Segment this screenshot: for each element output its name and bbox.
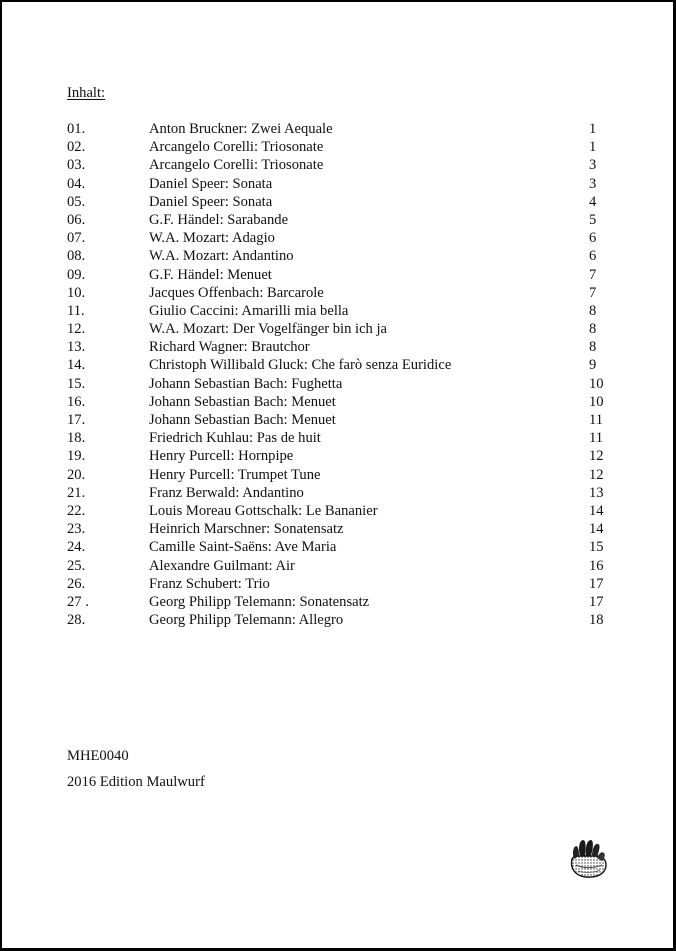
entry-page-number: 3 [589, 157, 597, 174]
entry-title: Camille Saint-Saëns: Ave Maria [149, 539, 337, 556]
entry-title: Franz Berwald: Andantino [149, 484, 304, 501]
entry-number: 05. [67, 193, 86, 210]
entry-page-number: 12 [589, 448, 604, 465]
entry-page-number: 17 [589, 575, 604, 592]
entry-number: 20. [67, 466, 86, 483]
entry-title: Georg Philipp Telemann: Sonatensatz [149, 593, 370, 610]
toc-entry [67, 393, 627, 411]
entry-page-number: 1 [589, 139, 597, 156]
toc-entry [67, 266, 627, 284]
entry-title: Johann Sebastian Bach: Menuet [149, 393, 336, 410]
entry-number: 22. [67, 502, 86, 519]
entry-number: 13. [67, 339, 86, 356]
entry-page-number: 18 [589, 612, 604, 629]
entry-title: Louis Moreau Gottschalk: Le Bananier [149, 502, 378, 519]
entry-title: Richard Wagner: Brautchor [149, 339, 310, 356]
entry-page-number: 8 [589, 339, 597, 356]
entry-title: G.F. Händel: Menuet [149, 266, 272, 283]
entry-title: W.A. Mozart: Adagio [149, 230, 275, 247]
toc-entry [67, 575, 627, 593]
toc-entry [67, 229, 627, 247]
entry-page-number: 14 [589, 502, 604, 519]
toc-entry [67, 120, 627, 138]
entry-number: 21. [67, 484, 86, 501]
entry-number: 23. [67, 521, 86, 538]
entry-title: Georg Philipp Telemann: Allegro [149, 612, 344, 629]
entry-title: Jacques Offenbach: Barcarole [149, 284, 324, 301]
entry-title: Johann Sebastian Bach: Fughetta [149, 375, 343, 392]
toc-entry [67, 429, 627, 447]
entry-page-number: 13 [589, 484, 604, 501]
toc-entry [67, 302, 627, 320]
entry-title: Heinrich Marschner: Sonatensatz [149, 521, 344, 538]
entry-number: 28. [67, 612, 86, 629]
entry-page-number: 16 [589, 557, 604, 574]
entry-page-number: 8 [589, 321, 597, 338]
entry-title: Christoph Willibald Gluck: Che farò senza Euridice [149, 357, 452, 374]
toc-entry [67, 557, 627, 575]
toc-heading: Inhalt: [67, 85, 106, 101]
toc-entry [67, 611, 627, 629]
entry-page-number: 6 [589, 230, 597, 247]
entry-number: 10. [67, 284, 86, 301]
toc-entry [67, 320, 627, 338]
entry-title: Arcangelo Corelli: Triosonate [149, 157, 324, 174]
entry-title: Franz Schubert: Trio [149, 575, 270, 592]
entry-title: Johann Sebastian Bach: Menuet [149, 412, 336, 428]
entry-title: W.A. Mozart: Andantino [149, 248, 294, 265]
toc-entry [67, 484, 627, 502]
entry-number: 09. [67, 266, 86, 283]
toc-entry [67, 338, 627, 356]
entry-page-number: 10 [589, 393, 604, 410]
entry-number: 27 . [67, 593, 89, 610]
entry-page-number: 3 [589, 175, 597, 192]
entry-title: Henry Purcell: Trumpet Tune [149, 466, 321, 483]
toc-entry [67, 211, 627, 229]
entry-page-number: 8 [589, 302, 597, 319]
entry-page-number: 14 [589, 521, 604, 538]
entry-number: 08. [67, 248, 86, 265]
toc-entry [67, 138, 627, 156]
entry-number: 15. [67, 375, 86, 392]
toc-entry [67, 375, 627, 393]
toc-entry [67, 193, 627, 211]
toc-entry [67, 520, 627, 538]
catalog-code: MHE0040 [67, 748, 129, 764]
entry-page-number: 7 [589, 284, 597, 301]
entry-number: 24. [67, 539, 86, 556]
toc-entry [67, 247, 627, 265]
entry-number: 12. [67, 321, 86, 338]
entry-title: Giulio Caccini: Amarilli mia bella [149, 302, 349, 319]
entry-page-number: 17 [589, 593, 604, 610]
entry-title: Alexandre Guilmant: Air [149, 557, 295, 574]
entry-number: 11. [67, 302, 85, 319]
entry-number: 26. [67, 575, 86, 592]
entry-page-number: 6 [589, 248, 597, 265]
table-of-contents [67, 120, 627, 629]
entry-page-number: 12 [589, 466, 604, 483]
entry-number: 18. [67, 430, 86, 447]
entry-page-number: 9 [589, 357, 597, 374]
entry-title: G.F. Händel: Sarabande [149, 211, 289, 228]
entry-number: 02. [67, 139, 86, 156]
entry-number: 17. [67, 412, 86, 428]
mole-paw-icon [566, 835, 612, 881]
entry-title: Daniel Speer: Sonata [149, 175, 273, 192]
toc-entry [67, 593, 627, 611]
entry-number: 03. [67, 157, 86, 174]
entry-title: Friedrich Kuhlau: Pas de huit [149, 430, 321, 447]
entry-page-number: 7 [589, 266, 597, 283]
entry-number: 25. [67, 557, 86, 574]
entry-page-number: 11 [589, 430, 604, 447]
entry-number: 16. [67, 393, 86, 410]
imprint: 2016 Edition Maulwurf [67, 774, 205, 790]
toc-entry [67, 156, 627, 174]
entry-number: 19. [67, 448, 86, 465]
toc-entry [67, 502, 627, 520]
toc-entry [67, 284, 627, 302]
toc-entry [67, 538, 627, 556]
entry-page-number: 10 [589, 375, 604, 392]
toc-entry [67, 466, 627, 484]
entry-number: 07. [67, 230, 86, 247]
entry-title: Henry Purcell: Hornpipe [149, 448, 294, 465]
entry-title: W.A. Mozart: Der Vogelfänger bin ich ja [149, 321, 388, 338]
entry-title: Daniel Speer: Sonata [149, 193, 273, 210]
toc-entry [67, 447, 627, 465]
toc-entry [67, 411, 627, 429]
entry-title: Anton Bruckner: Zwei Aequale [149, 121, 333, 137]
entry-number: 01. [67, 121, 86, 137]
entry-number: 06. [67, 211, 86, 228]
entry-number: 14. [67, 357, 86, 374]
entry-page-number: 5 [589, 211, 597, 228]
toc-entry [67, 175, 627, 193]
entry-title: Arcangelo Corelli: Triosonate [149, 139, 324, 156]
toc-entry [67, 356, 627, 374]
entry-page-number: 1 [589, 121, 597, 137]
entry-page-number: 4 [589, 193, 597, 210]
entry-number: 04. [67, 175, 86, 192]
entry-page-number: 11 [589, 412, 604, 428]
entry-page-number: 15 [589, 539, 604, 556]
